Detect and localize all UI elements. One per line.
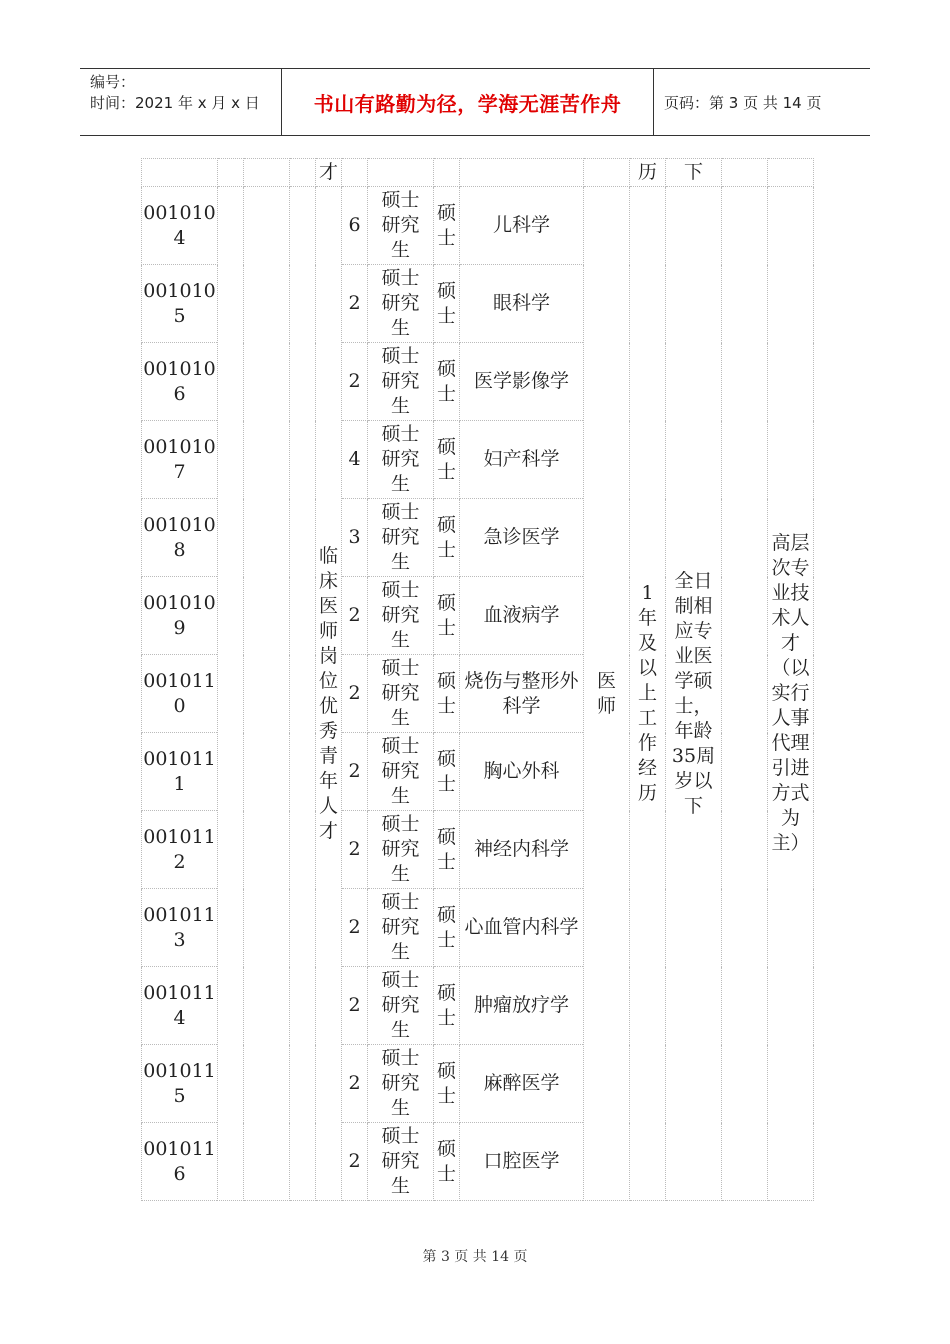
cell-major: 麻醉医学 [460,1045,584,1123]
cell-degree [434,1123,460,1201]
cell-count: 2 [342,343,368,421]
cell-degree [434,967,460,1045]
cell-empty-b [244,187,290,1201]
cell-degree [434,733,460,811]
cell-code: 0010112 [142,811,218,889]
cell-education-text: 硕士研究生 [381,501,420,573]
cell-education [368,265,434,343]
cell-education [368,1045,434,1123]
cell-major: 烧伤与整形外科学 [460,655,584,733]
cell-education-text: 硕士研究生 [381,969,420,1041]
cell-code: 0010111 [142,733,218,811]
cell-major: 神经内科学 [460,811,584,889]
cell-education [368,343,434,421]
cell-count: 2 [342,1045,368,1123]
page-footer: 第 3 页 共 14 页 [422,1249,528,1265]
cell-degree-text: 硕士 [436,513,456,561]
cell-major: 医学影像学 [460,343,584,421]
cell-education-text: 硕士研究生 [381,735,420,807]
cell-major: 急诊医学 [460,499,584,577]
cell-education-text: 硕士研究生 [381,813,420,885]
cell-code: 0010116 [142,1123,218,1201]
cell-code: 0010105 [142,265,218,343]
cell-degree [434,187,460,265]
cell-major: 儿科学 [460,187,584,265]
cell-degree [434,343,460,421]
cell-count: 2 [342,811,368,889]
header-motto: 书山有路勤为径，学海无涯苦作舟 [282,69,654,135]
cell-major: 眼科学 [460,265,584,343]
cell-talent-continued: 才 [316,159,342,187]
cell-requirement [666,187,722,1201]
cell-empty [368,159,434,187]
cell-count: 4 [342,421,368,499]
cell-education [368,967,434,1045]
cell-education [368,1123,434,1201]
cell-education [368,577,434,655]
cell-count: 3 [342,499,368,577]
cell-count: 2 [342,1123,368,1201]
cell-degree-text: 硕士 [436,357,456,405]
header-time: 时间：2021 年 x 月 x 日 [90,94,260,112]
recruitment-table [141,158,814,1201]
cell-title-text: 医师 [596,669,616,717]
cell-code: 0010104 [142,187,218,265]
cell-education-text: 硕士研究生 [381,1125,420,1197]
cell-empty [142,159,218,187]
cell-code: 0010113 [142,889,218,967]
cell-empty [768,159,814,187]
cell-empty [218,159,244,187]
cell-degree [434,577,460,655]
table-row-continued [142,159,814,187]
cell-position [316,187,342,1201]
cell-empty-d [722,187,768,1201]
cell-method-text: 高层次专业技术人才（以实行人事代理引进方式为主） [771,532,810,854]
cell-code: 0010114 [142,967,218,1045]
cell-code: 0010107 [142,421,218,499]
cell-education-text: 硕士研究生 [381,189,420,261]
cell-count: 2 [342,655,368,733]
cell-count: 6 [342,187,368,265]
cell-education [368,889,434,967]
cell-empty [584,159,630,187]
cell-degree-text: 硕士 [436,591,456,639]
cell-education-text: 硕士研究生 [381,891,420,963]
cell-empty [244,159,290,187]
cell-count: 2 [342,265,368,343]
cell-count: 2 [342,889,368,967]
cell-major: 心血管内科学 [460,889,584,967]
cell-education [368,421,434,499]
header-meta [80,69,282,135]
cell-major: 口腔医学 [460,1123,584,1201]
cell-major: 肿瘤放疗学 [460,967,584,1045]
cell-education-text: 硕士研究生 [381,657,420,729]
cell-degree [434,499,460,577]
cell-degree [434,655,460,733]
cell-major: 妇产科学 [460,421,584,499]
cell-major: 血液病学 [460,577,584,655]
cell-count: 2 [342,967,368,1045]
cell-education-text: 硕士研究生 [381,1047,420,1119]
cell-experience [630,187,666,1201]
cell-degree [434,889,460,967]
cell-degree [434,265,460,343]
cell-education [368,655,434,733]
cell-position-text: 临床医师岗位优秀青年人才 [318,544,338,842]
cell-degree-text: 硕士 [436,279,456,327]
cell-education [368,733,434,811]
cell-empty [460,159,584,187]
cell-degree-text: 硕士 [436,981,456,1029]
cell-degree-text: 硕士 [436,435,456,483]
cell-degree-text: 硕士 [436,201,456,249]
cell-count: 2 [342,577,368,655]
cell-empty-c [290,187,316,1201]
cell-education-text: 硕士研究生 [381,345,420,417]
cell-degree [434,421,460,499]
cell-code: 0010106 [142,343,218,421]
table-row [142,187,814,265]
cell-code: 0010115 [142,1045,218,1123]
page-header [80,68,870,136]
cell-empty [290,159,316,187]
cell-degree-text: 硕士 [436,747,456,795]
cell-code: 0010110 [142,655,218,733]
cell-education [368,499,434,577]
cell-title [584,187,630,1201]
cell-degree [434,1045,460,1123]
cell-education-text: 硕士研究生 [381,423,420,495]
cell-empty [722,159,768,187]
cell-degree-text: 硕士 [436,1137,456,1185]
cell-requirement-text: 全日制相应专业医学硕士，年龄35周岁以下 [671,569,716,817]
cell-degree-text: 硕士 [436,825,456,873]
cell-code: 0010108 [142,499,218,577]
cell-degree-text: 硕士 [436,1059,456,1107]
cell-major: 胸心外科 [460,733,584,811]
cell-count: 2 [342,733,368,811]
header-page-info: 页码：第 3 页 共 14 页 [664,93,822,112]
cell-experience-text: 1年及以上工作经历 [637,582,657,804]
cell-education-text: 硕士研究生 [381,579,420,651]
header-number: 编号： [90,73,136,91]
cell-history-continued: 历 [630,159,666,187]
cell-degree-text: 硕士 [436,903,456,951]
cell-below-continued: 下 [666,159,722,187]
cell-code: 0010109 [142,577,218,655]
cell-degree-text: 硕士 [436,669,456,717]
cell-education-text: 硕士研究生 [381,267,420,339]
cell-education [368,811,434,889]
cell-education [368,187,434,265]
cell-empty [342,159,368,187]
cell-empty-a [218,187,244,1201]
cell-degree [434,811,460,889]
cell-method [768,187,814,1201]
cell-empty [434,159,460,187]
